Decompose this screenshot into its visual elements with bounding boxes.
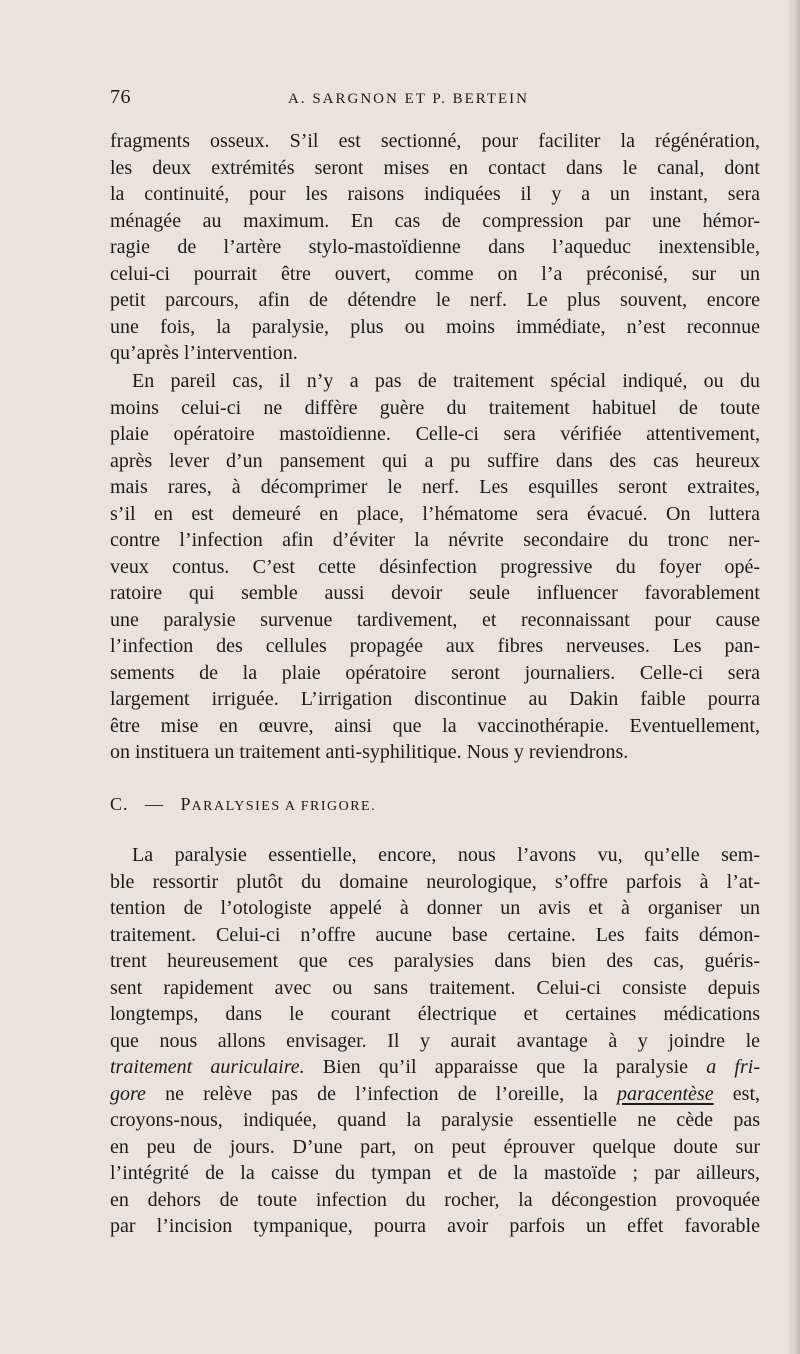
text-span: ne relève pas de l’infection de l’oreille, la [145, 1082, 617, 1105]
paragraph-1 [110, 128, 760, 367]
text-line: les deux extrémités seront mises en contact dans le canal, dont [110, 156, 760, 179]
italic-phrase: gore [110, 1082, 146, 1105]
text-line: moins celui-ci ne diffère guère du traitement habituel de toute [110, 396, 760, 419]
section-dash: — [145, 794, 165, 814]
text-line: croyons-nous, indiquée, quand la paralysie essentielle ne cède pas [110, 1109, 760, 1131]
text-line: une fois, la paralysie, plus ou moins immédiate, n’est reconnue [110, 315, 760, 338]
text-line: plaie opératoire mastoïdienne. Celle-ci sera vérifiée attentivement, [110, 423, 760, 445]
text-line: la continuité, pour les raisons indiquées il y a un instant, sera [110, 183, 760, 205]
text-line: en peu de jours. D’une part, on peut éprouver quelque doute sur [110, 1135, 760, 1158]
text-line: ratoire qui semble aussi devoir seule influencer favorablement [110, 582, 760, 604]
text-line: par l’incision tympanique, pourra avoir parfois un effet favorable [110, 1215, 760, 1237]
text-line: sements de la plaie opératoire seront journaliers. Celle-ci sera [110, 661, 760, 684]
text-line: une paralysie survenue tardivement, et reconnaissant pour cause [110, 608, 760, 631]
text-line: veux contus. C’est cette désinfection progressive du foyer opé- [110, 555, 760, 578]
text-line: fragments osseux. S’il est sectionné, pour faciliter la régénération, [110, 130, 760, 152]
text-line: on instituera un traitement anti-syphilitique. Nous y reviendrons. [110, 741, 629, 763]
page-header [110, 86, 760, 116]
page-edge-shadow [786, 0, 800, 1354]
section-title-initial: P [180, 794, 192, 814]
text-line: La paralysie essentielle, encore, nous l’avons vu, qu’elle sem- [132, 844, 760, 866]
italic-phrase: a fri- [706, 1056, 760, 1078]
text-line: sent rapidement avec ou sans traitement. Celui-ci consiste depuis [110, 976, 760, 999]
text-line-mixed [110, 1081, 760, 1108]
text-line: trent heureusement que ces paralysies dans bien des cas, guéris- [110, 950, 760, 972]
text-line: être mise en œuvre, ainsi que la vaccinothérapie. Eventuellement, [110, 714, 760, 737]
text-line: tention de l’otologiste appelé à donner un avis et à organiser un [110, 897, 760, 919]
text-line: ragie de l’artère stylo-mastoïdienne dans l’aqueduc inextensible, [110, 236, 760, 258]
paragraph-3 [110, 842, 760, 1240]
text-line: s’il en est demeuré en place, l’hématome sera évacué. On luttera [110, 502, 760, 525]
text-span: Bien qu’il apparaisse que la paralysie [304, 1056, 707, 1078]
text-line: mais rares, à décomprimer le nerf. Les esquilles seront extraites, [110, 476, 760, 498]
section-title-rest: ARALYSIES A FRIGORE. [191, 799, 377, 814]
section-letter: C. [110, 794, 129, 814]
text-line: l’intégrité de la caisse du tympan et de la mastoïde ; par ailleurs, [110, 1162, 760, 1184]
text-line: après lever d’un pansement qui a pu suffire dans des cas heureux [110, 449, 760, 472]
running-head: A. SARGNON ET P. BERTEIN [288, 91, 530, 107]
text-line: longtemps, dans le courant électrique et certaines médications [110, 1003, 760, 1025]
text-line: en dehors de toute infection du rocher, la décongestion provoquée [110, 1188, 760, 1211]
text-line: l’infection des cellules propagée aux fibres nerveuses. Les pan- [110, 635, 760, 657]
text-line: celui-ci pourrait être ouvert, comme on l’a préconisé, sur un [110, 262, 760, 285]
underlined-italic-phrase: paracentèse [616, 1082, 714, 1105]
paragraph-2 [110, 368, 760, 766]
text-span: est, [713, 1082, 760, 1105]
text-line: En pareil cas, il n’y a pas de traitement spécial indiqué, ou du [132, 370, 760, 392]
text-line: largement irriguée. L’irrigation discontinue au Dakin faible pourra [110, 688, 760, 710]
page-number: 76 [110, 86, 131, 108]
text-line: petit parcours, afin de détendre le nerf. Le plus souvent, encore [110, 289, 760, 311]
text-line: qu’après l’intervention. [110, 342, 298, 364]
text-line: ble ressortir plutôt du domaine neurologique, s’offre parfois à l’at- [110, 870, 760, 893]
text-line: ménagée au maximum. En cas de compression par une hémor- [110, 209, 760, 232]
section-heading [110, 794, 760, 815]
italic-phrase: traitement auriculaire. [110, 1056, 305, 1078]
text-line: que nous allons envisager. Il y aurait avantage à y joindre le [110, 1029, 760, 1052]
text-line-mixed [110, 1054, 760, 1081]
text-line: traitement. Celui-ci n’offre aucune base certaine. Les faits démon- [110, 923, 760, 946]
text-line: contre l’infection afin d’éviter la névrite secondaire du tronc ner- [110, 529, 760, 551]
